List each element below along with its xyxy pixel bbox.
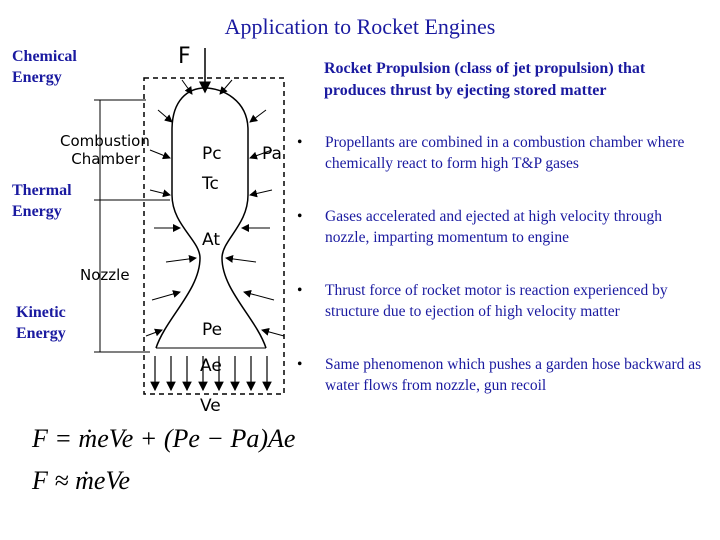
throat-area-label: At — [202, 230, 220, 250]
bullet-dot: • — [297, 134, 303, 151]
ambient-pressure-arrows — [146, 80, 284, 336]
rocket-engine-diagram — [0, 0, 303, 430]
chamber-pressure-label: Pc — [202, 144, 222, 164]
kinetic-energy-label: Kinetic Energy — [16, 304, 66, 342]
rocket-propulsion-definition: Rocket Propulsion (class of jet propulsion) that produces thrust by ejecting stored matter — [324, 60, 646, 99]
exit-pressure-label: Pe — [202, 320, 223, 340]
chemical-energy-label: Chemical Energy — [12, 48, 77, 86]
nozzle-label: Nozzle — [80, 266, 130, 284]
bullet-dot: • — [297, 282, 303, 299]
exit-area-label: Ae — [200, 356, 222, 376]
page-title: Application to Rocket Engines — [224, 14, 496, 39]
combustion-chamber-label: Combustion Chamber — [60, 132, 150, 168]
chamber-temperature-label: Tc — [202, 174, 219, 194]
ambient-pressure-label: Pa — [262, 144, 282, 164]
thermal-energy-label: Thermal Energy — [12, 182, 72, 220]
engine-outline — [156, 88, 266, 348]
exit-velocity-label: Ve — [200, 396, 221, 416]
bullet-dot: • — [297, 208, 303, 225]
bullet-dot: • — [297, 356, 303, 373]
thrust-approximation: F ≈ ṁeVe — [32, 466, 131, 495]
force-label: F — [178, 44, 191, 69]
thrust-equation: F = ṁeVe + (Pe − Pa)Ae — [32, 424, 296, 453]
